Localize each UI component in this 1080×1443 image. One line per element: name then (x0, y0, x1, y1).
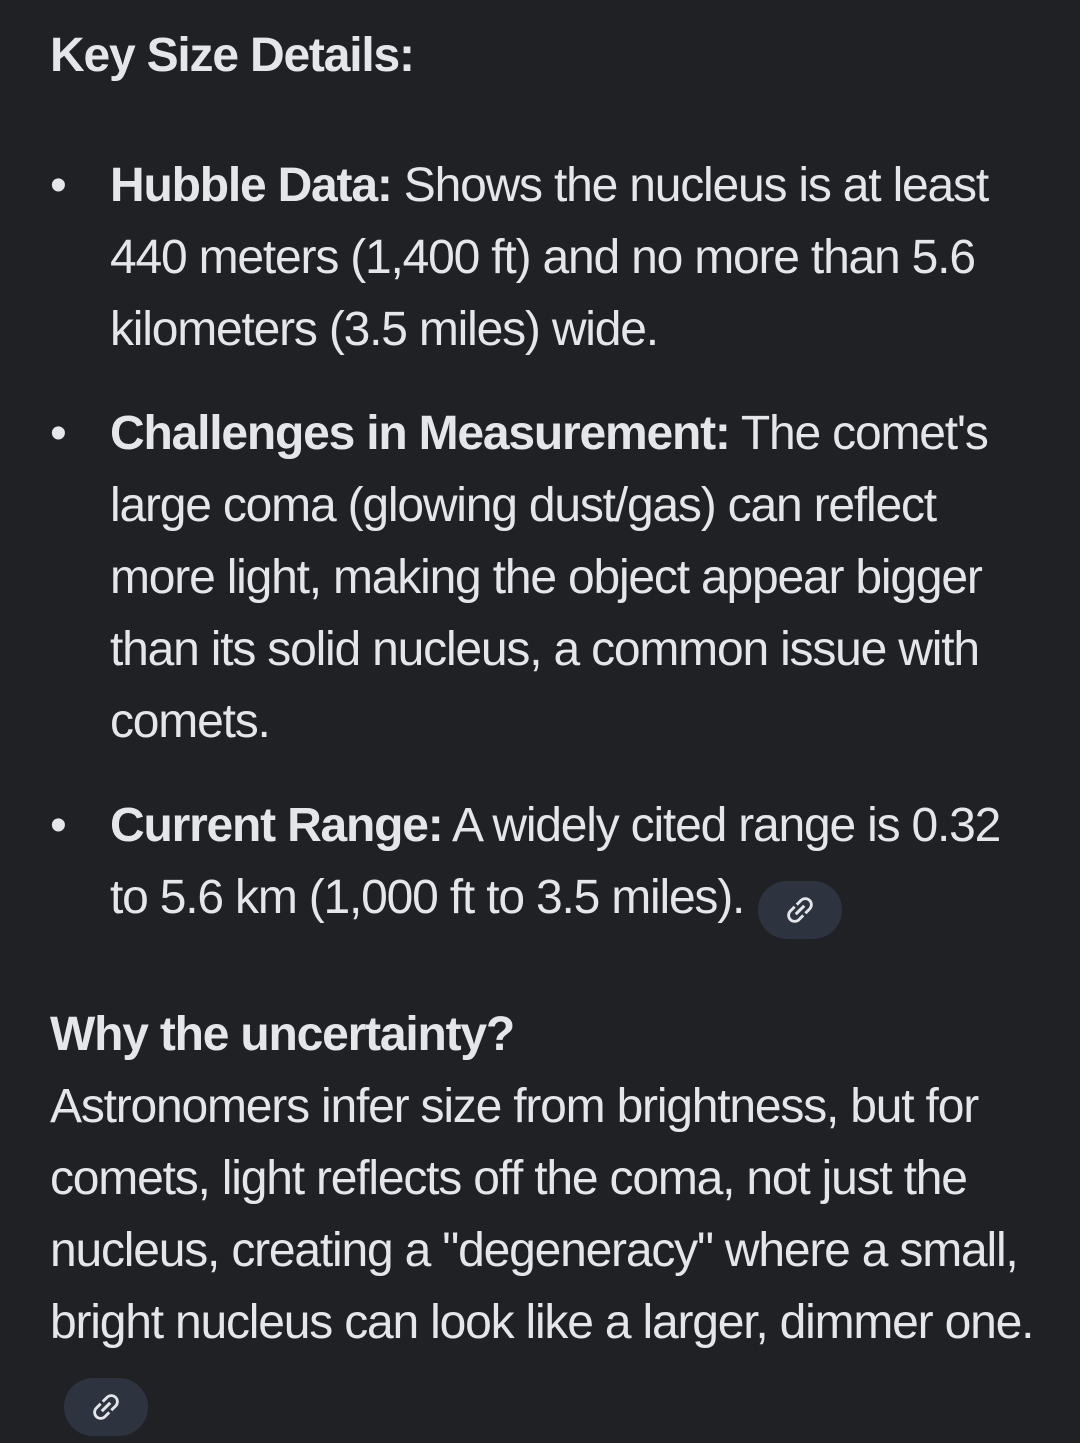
list-item-lead: Hubble Data: (110, 159, 392, 212)
bullet-icon (50, 790, 110, 939)
subheading-why-uncertainty: Why the uncertainty? (50, 1008, 515, 1061)
link-icon (782, 892, 818, 928)
list-item-text: A widely cited range is 0.32 to 5.6 km (1,000 ft to 3.5 miles). (110, 799, 1001, 924)
list-item-lead: Current Range: (110, 799, 443, 852)
list-item-body (110, 150, 1035, 366)
list-item-hubble-data (50, 150, 1035, 366)
list-item-challenges (50, 398, 1035, 758)
list-item-current-range (50, 790, 1035, 939)
link-icon (88, 1389, 124, 1425)
key-details-list (50, 150, 1035, 939)
list-item-body (110, 790, 1035, 939)
citation-chip[interactable] (64, 1378, 148, 1436)
bullet-icon (50, 398, 110, 758)
list-item-body (110, 398, 1035, 758)
citation-chip[interactable] (758, 881, 842, 939)
list-item-text: Shows the nucleus is at least 440 meters (1,400 ft) and no more than 5.6 kilometers (3.5 miles) wide. (110, 159, 988, 356)
bullet-icon (50, 150, 110, 366)
heading-key-size-details: Key Size Details: (50, 29, 414, 82)
paragraph-text: Astronomers infer size from brightness, but for comets, light reflects off the coma, not just the nucleus, creating a "degeneracy" where a small, bright nucleus can look like a larger, dimmer one. (50, 1080, 1034, 1349)
list-item-lead: Challenges in Measurement: (110, 407, 730, 460)
list-item-text: The comet's large coma (glowing dust/gas) can reflect more light, making the object appear bigger than its solid nucleus, a common issue with comets. (110, 407, 988, 748)
uncertainty-paragraph (50, 999, 1035, 1436)
